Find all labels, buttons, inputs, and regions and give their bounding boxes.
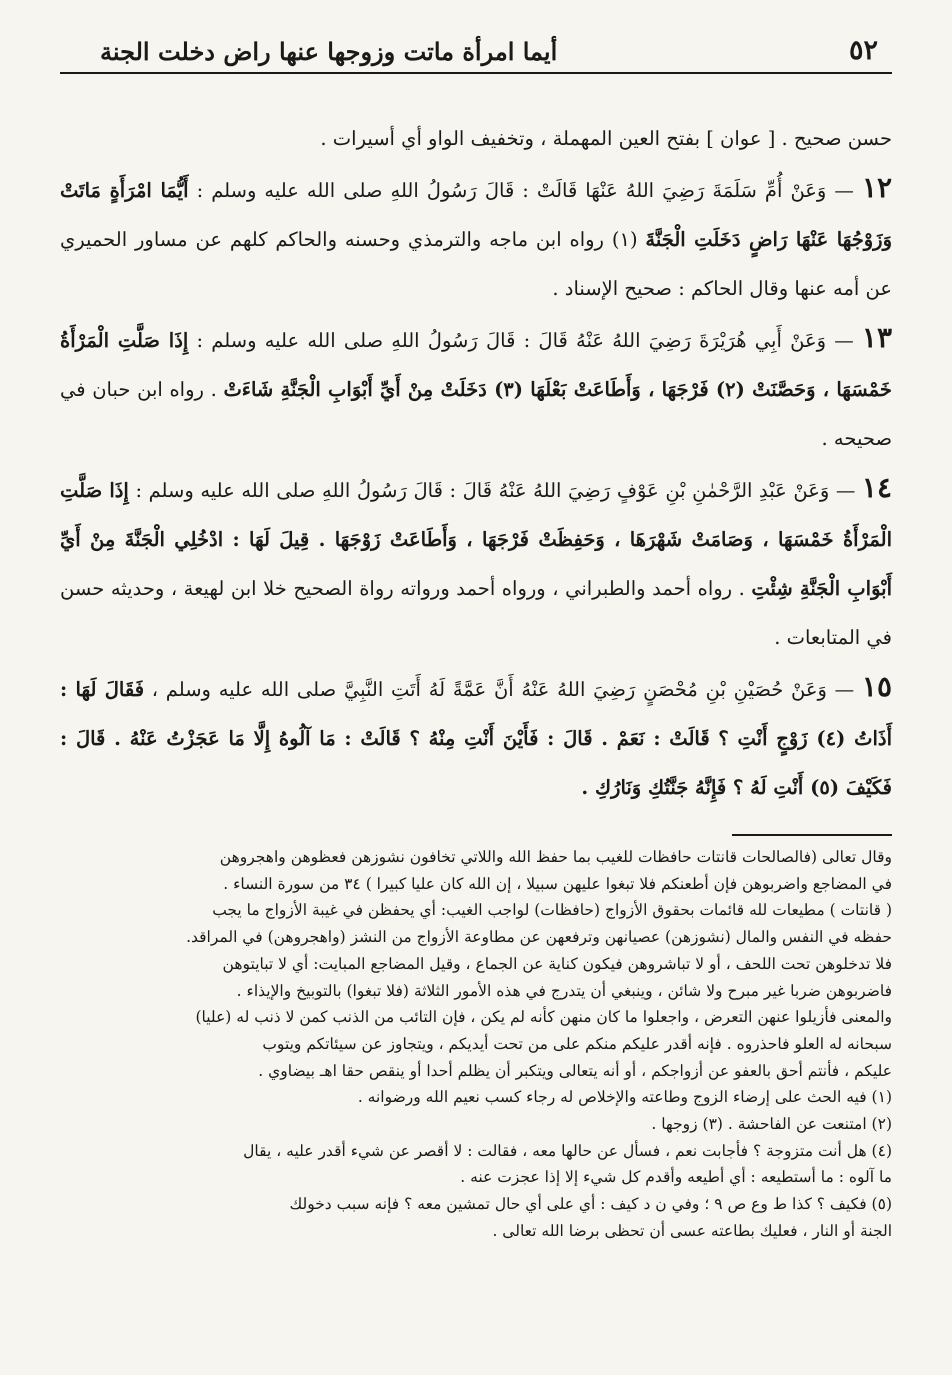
hadith-number: ١٢ <box>861 171 893 204</box>
footnote-line: في المضاجع واضربوهن فإن أطعنكم فلا تبغوا عليهن سبيلا ، إن الله كان عليا كبيرا ) ٣٤ من سورة النساء . <box>223 874 892 893</box>
hadith-number: ١٣ <box>861 321 892 354</box>
footnotes <box>60 844 892 1245</box>
paragraph-text: حسن صحيح . [ عوان ] بفتح العين المهملة ، وتخفيف الواو أي أسيرات . <box>320 127 892 150</box>
hadith-opening: — وَعَنْ أُمِّ سَلَمَةَ رَضِيَ اللهُ عَنْهَا قَالَتْ : قَالَ رَسُولُ اللهِ صلى الله عليه وسلم : <box>196 179 854 202</box>
footnote-2-3: (٢) امتنعت عن الفاحشة . (٣) زوجها . <box>651 1115 892 1134</box>
hadith-source: . رواه ابن حبان في صحيحه . <box>60 378 892 450</box>
hadith-number: ١٤ <box>861 471 892 504</box>
hadith-opening: — وَعَنْ أَبِي هُرَيْرَةَ رَضِيَ اللهُ عَنْهُ قَالَ : قَالَ رَسُولُ اللهِ صلى الله عليه وسلم : <box>196 329 854 352</box>
hadith-opening: — وَعَنْ عَبْدِ الرَّحْمٰنِ بْنِ عَوْفٍ رَضِيَ اللهُ عَنْهُ قَالَ : قَالَ رَسُولُ اللهِ صلى الله عليه وسلم : <box>135 479 856 502</box>
hadith-13 <box>60 313 892 463</box>
hadith-12 <box>60 163 892 313</box>
hadith-15 <box>60 662 892 812</box>
hadith-quote: أَيُّمَا امْرَأَةٍ مَاتَتْ وَزَوْجُهَا عَنْهَا رَاضٍ دَخَلَتِ الْجَنَّةَ <box>60 179 892 251</box>
page-header <box>60 22 892 66</box>
footnote-line: وقال تعالى (فالصالحات قانتات حافظات للغيب بما حفظ الله واللاتي تخافون نشوزهن فعظوهن واهجروهن <box>219 848 892 866</box>
hadith-quote: فَقَالَ لَهَا : أَذَاتُ (٤) زَوْجٍ أَنْتِ ؟ قَالَتْ : نَعَمْ . قَالَ : فَأَيْنَ أَنْتِ مِنْهُ ؟ قَالَتْ : مَا آلُوهُ إِلَّا مَا عَجَزْتُ عَنْهُ . قَالَ : فَكَيْفَ (٥) أَنْتِ لَهُ ؟ فَإِنَّهُ جَنَّتُكِ وَنَارُكِ . <box>60 678 892 799</box>
footnote-line: فلا تدخلوهن تحت اللحف ، أو لا تباشروهن فيكون كناية عن الجماع ، وقيل المضاجع المبايت: أي لا تبايتوهن <box>222 954 892 973</box>
footnote-line: ( قانتات ) مطيعات لله قائمات بحقوق الأزواج (حافظات) لواجب الغيب: أي يحفظن في غيبة الأزواج ما يجب <box>212 901 892 920</box>
main-text <box>60 114 892 812</box>
footnote-line: فاضربوهن ضربا غير مبرح ولا شائن ، وينبغي أن يتدرج في هذه الأمور الثلاثة (فلا تبغوا) بالتوبيخ والإيذاء . <box>236 981 892 1000</box>
hadith-number: ١٥ <box>861 670 892 703</box>
hadith-quote: إِذَا صَلَّتِ الْمَرْأَةُ خَمْسَهَا ، وَصَامَتْ شَهْرَهَا ، وَحَفِظَتْ فَرْجَهَا ، وَأَطَاعَتْ زَوْجَهَا . قِيلَ لَهَا : ادْخُلِي الْجَنَّةَ مِنْ أَيِّ أَبْوَابِ الْجَنَّةِ شِئْتِ <box>60 479 892 600</box>
footnote-line: عليكم ، فأنتم أحق بالعفو عن أزواجكم ، أو أنه يتعالى ويتكبر أن يظلم أحدا أو ينقص حقا اهـ بيضاوي . <box>258 1061 892 1080</box>
hadith-source: . رواه أحمد والطبراني ، ورواه أحمد ورواته رواة الصحيح خلا ابن لهيعة ، وحديثه حسن في المتابعات . <box>60 577 892 649</box>
footnote-5-continued: الجنة أو النار ، فعليك بطاعته عسى أن تحظى برضا الله تعالى . <box>492 1221 892 1240</box>
hadith-source: رواه ابن ماجه والترمذي وحسنه والحاكم كلهم عن مساور الحميري عن أمه عنها وقال الحاكم : صحيح الإسناد . <box>60 228 892 300</box>
header-rule <box>60 72 892 74</box>
footnote-4: (٤) هل أنت متزوجة ؟ فأجابت نعم ، فسأل عن حالها معه ، فقالت : لا أقصر عن شيء أقدر عليه ، يقال <box>243 1141 892 1160</box>
footnote-5: (٥) فكيف ؟ كذا ط وع ص ٩ ؛ وفي ن د كيف : أي على أي حال تمشين معه ؟ فإنه سبب دخولك <box>289 1195 892 1214</box>
footnote-ref: (١) <box>611 228 638 251</box>
footnote-line: حفظه في النفس والمال (نشوزهن) عصيانهن وترفعهن عن مطاوعة الأزواج من النشز (واهجروهن) في المراقد. <box>186 928 892 947</box>
hadith-opening: — وَعَنْ حُصَيْنِ بْنِ مُحْصَنٍ رَضِيَ اللهُ عَنْهُ أَنَّ عَمَّةً لَهُ أَتَتِ النَّبِيَّ صلى الله عليه وسلم ، <box>151 678 855 701</box>
hadith-quote: إِذَا صَلَّتِ الْمَرْأَةُ خَمْسَهَا ، وَحَصَّنَتْ (٢) فَرْجَهَا ، وَأَطَاعَتْ بَعْلَهَا (٣) دَخَلَتْ مِنْ أَيِّ أَبْوَابِ الْجَنَّةِ شَاءَتْ <box>60 329 892 401</box>
running-title: أيما امرأة ماتت وزوجها عنها راض دخلت الجنة <box>100 37 558 66</box>
page-number: ٥٢ <box>848 35 878 66</box>
intro-paragraph <box>60 114 892 163</box>
footnote-line: والمعنى فأزيلوا عنهن التعرض ، واجعلوا ما كان منهن كأنه لم يكن ، فإن التائب من الذنب كمن لا ذنب له (عليا) <box>195 1008 892 1027</box>
footnote-line: سبحانه له العلو فاحذروه . فإنه أقدر عليكم منكم على من تحت أيديكم ، ويتجاوز عن سيئاتكم ويتوب <box>262 1034 892 1053</box>
footnote-4-continued: ما آلوه : ما أستطيعه : أي أطيعه وأقدم كل شيء إلا إذا عجزت عنه . <box>460 1168 892 1187</box>
hadith-14 <box>60 463 892 662</box>
footnote-separator <box>732 834 892 836</box>
footnote-1: (١) فيه الحث على إرضاء الزوج وطاعته والإخلاص له رجاء كسب نعيم الله ورضوانه . <box>357 1088 892 1107</box>
